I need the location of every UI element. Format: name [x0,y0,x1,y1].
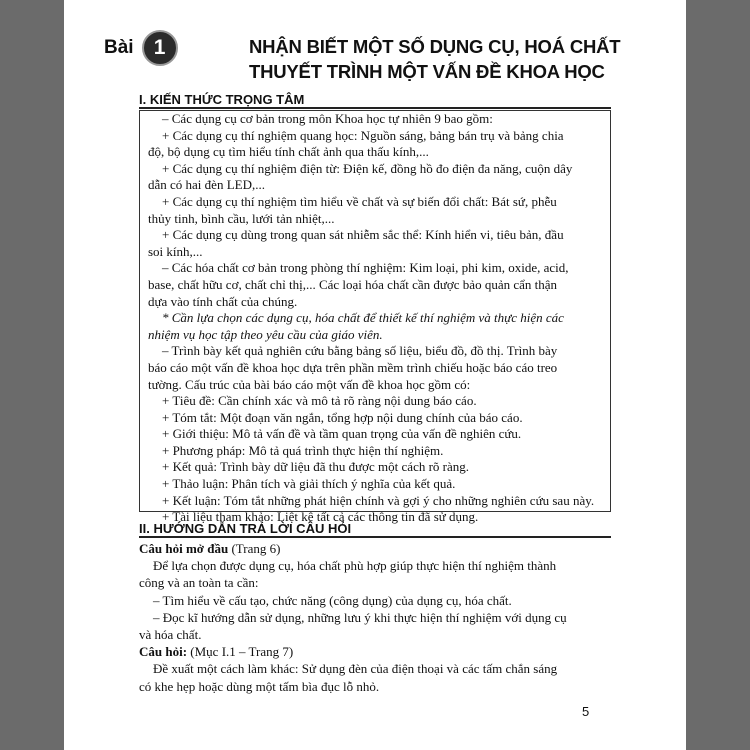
question-ref: (Trang 6) [228,541,281,556]
left-margin-bar [0,0,64,750]
section-divider [139,107,611,109]
text-line: – Tìm hiểu về cấu tạo, chức năng (công dụng) của dụng cụ, hóa chất. [153,592,512,608]
question-label: Câu hỏi: [139,644,188,660]
text-line: – Trình bày kết quả nghiên cứu bằng bảng số liệu, biểu đồ, đồ thị. Trình bày [162,343,558,359]
lesson-header [104,30,178,66]
text-line: dựa vào tính chất của chúng. [148,293,298,309]
text-line: và hóa chất. [139,626,202,642]
lesson-title-line-1: NHẬN BIẾT MỘT SỐ DỤNG CỤ, HOÁ CHẤT [249,36,621,57]
text-line: – Các hóa chất cơ bản trong phòng thí nghiệm: Kim loại, phi kim, oxide, acid, [162,260,569,276]
text-line: + Phương pháp: Mô tả quá trình thực hiện thí nghiệm. [162,442,444,458]
lesson-title-line-2: THUYẾT TRÌNH MỘT VẤN ĐỀ KHOA HỌC [249,61,605,82]
text-line: Đề xuất một cách làm khác: Sử dụng đèn của điện thoại và các tấm chắn sáng [153,661,558,677]
right-margin-bar [686,0,750,750]
note-line: * Cần lựa chọn các dụng cụ, hóa chất để thiết kế thí nghiệm và thực hiện các [162,310,564,326]
section-heading-answers: II. HƯỚNG DẪN TRẢ LỜI CÂU HỎI [139,521,352,536]
text-line: độ, bộ dụng cụ tìm hiểu tính chất ảnh qua thấu kính,... [148,144,429,160]
text-line: soi kính,... [148,243,203,259]
question-heading [139,643,611,660]
text-line: – Đọc kĩ hướng dẫn sử dụng, những lưu ý khi thực hiện thí nghiệm với dụng cụ [153,609,567,625]
text-line: + Tài liệu tham khảo: Liệt kê tất cả các thông tin đã sử dụng. [162,509,479,525]
text-line: + Kết luận: Tóm tắt những phát hiện chính và gợi ý cho những nghiên cứu sau này. [162,492,595,508]
text-line: công và an toàn ta cần: [139,575,259,591]
text-line: dẫn có hai đèn LED,... [148,177,265,193]
text-line: + Các dụng cụ dùng trong quan sát nhiễm sắc thể: Kính hiển vi, tiêu bản, đầu [162,227,564,243]
text-line: có khe hẹp hoặc dùng một tấm bìa đục lỗ nhỏ. [139,678,380,694]
text-line: báo cáo một vấn đề khoa học dựa trên phần mềm trình chiếu hoặc báo cáo treo [148,359,558,375]
section-heading-knowledge: I. KIẾN THỨC TRỌNG TÂM [139,92,305,107]
text-line: + Tiêu đề: Cần chính xác và mô tả rõ ràng nội dung báo cáo. [162,393,477,409]
section-divider [139,536,611,538]
text-line: + Tóm tắt: Một đoạn văn ngắn, tổng hợp nội dung chính của báo cáo. [162,409,523,425]
text-line: + Giới thiệu: Mô tả vấn đề và tầm quan trọng của vấn đề nghiên cứu. [162,426,522,442]
text-line: Để lựa chọn được dụng cụ, hóa chất phù hợp giúp thực hiện thí nghiệm thành [153,558,557,574]
text-line: + Các dụng cụ thí nghiệm tìm hiểu về chất và sự biến đổi chất: Bát sứ, phễu [162,193,557,209]
lesson-label: Bài [104,37,134,58]
note-line: nhiệm vụ học tập theo yêu cầu của giáo viên. [148,326,383,342]
lesson-number-badge: 1 [142,30,178,66]
question-heading [139,540,611,557]
text-line: + Các dụng cụ thí nghiệm quang học: Nguồn sáng, bảng bán trụ và bảng chia [162,127,564,143]
text-line: + Kết quả: Trình bày dữ liệu đã thu được một cách rõ ràng. [162,459,470,475]
text-line: thủy tinh, bình cầu, lưới tản nhiệt,... [148,210,335,226]
page-number: 5 [582,704,590,719]
question-label: Câu hỏi mở đầu [139,541,229,556]
text-line: base, chất hữu cơ, chất chỉ thị,... Các loại hóa chất cần được bảo quản cẩn thận [148,276,558,292]
text-line: + Thảo luận: Phân tích và giải thích ý nghĩa của kết quả. [162,476,456,492]
text-line: – Các dụng cụ cơ bản trong môn Khoa học tự nhiên 9 bao gồm: [162,111,493,126]
text-line: + Các dụng cụ thí nghiệm điện từ: Điện kế, đồng hồ đo điện đa năng, cuộn dây [162,160,573,176]
answers-text [139,540,611,695]
text-line: tường. Cấu trúc của bài báo cáo một vấn đề khoa học gồm có: [148,376,471,392]
knowledge-text [148,111,604,526]
question-ref: (Mục I.1 – Trang 7) [187,644,294,660]
